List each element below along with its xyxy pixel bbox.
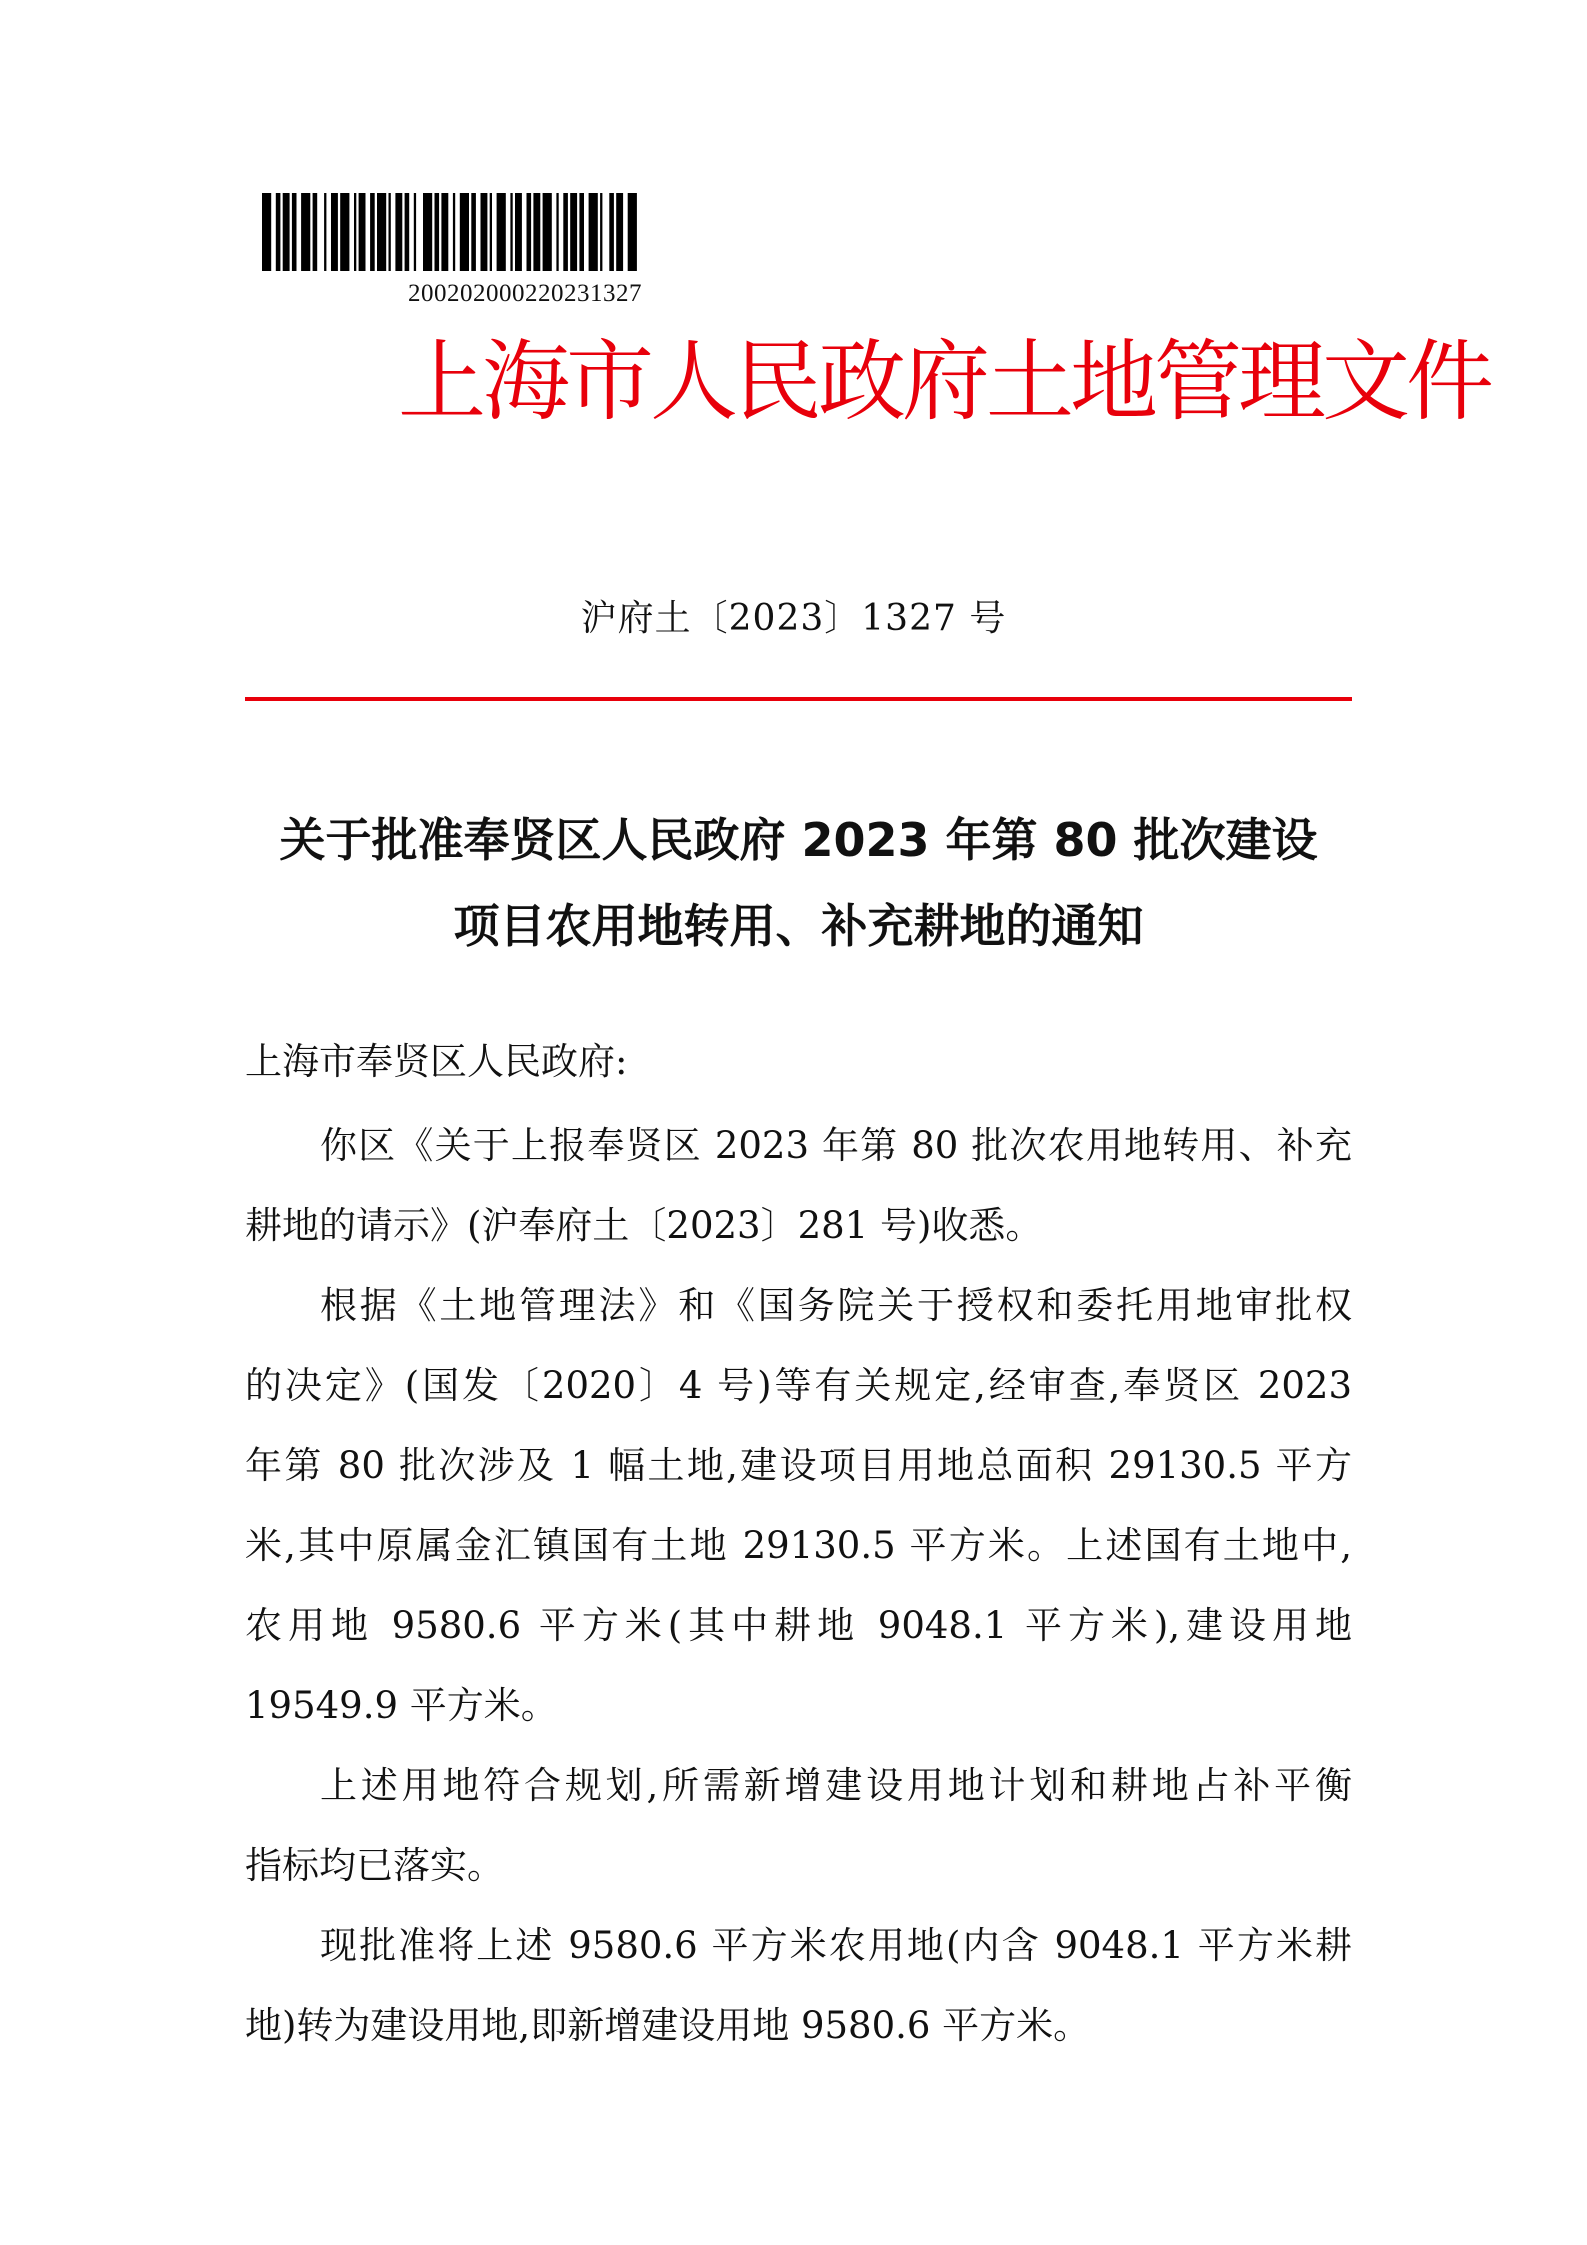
body-line: 指标均已落实。: [245, 1844, 504, 1887]
body-line: 根据《土地管理法》和《国务院关于授权和委托用地审批权: [320, 1284, 1352, 1327]
body-line: 19549.9 平方米。: [245, 1684, 558, 1727]
salutation: 上海市奉贤区人民政府:: [245, 1040, 628, 1083]
body-line: 耕地的请示》(沪奉府土〔2023〕281 号)收悉。: [245, 1204, 1043, 1247]
body-line: 地)转为建设用地,即新增建设用地 9580.6 平方米。: [245, 2004, 1091, 2047]
document-title-line-1: 关于批准奉贤区人民政府 2023 年第 80 批次建设: [279, 813, 1318, 867]
red-divider-rule: [245, 697, 1352, 701]
body-line: 米,其中原属金汇镇国有土地 29130.5 平方米。上述国有土地中,: [245, 1524, 1352, 1567]
document-title-line-2: 项目农用地转用、补充耕地的通知: [453, 899, 1144, 953]
barcode-number: 200202000220231327: [408, 280, 642, 307]
document-header-title: 上海市人民政府土地管理文件: [398, 330, 1491, 433]
document-number: 沪府土〔2023〕1327 号: [580, 598, 1007, 639]
body-line: 年第 80 批次涉及 1 幅土地,建设项目用地总面积 29130.5 平方: [245, 1444, 1352, 1487]
body-line: 上述用地符合规划,所需新增建设用地计划和耕地占补平衡: [320, 1764, 1352, 1807]
body-line: 的决定》(国发〔2020〕4 号)等有关规定,经审查,奉贤区 2023: [245, 1364, 1352, 1407]
body-line: 农用地 9580.6 平方米(其中耕地 9048.1 平方米),建设用地: [245, 1604, 1352, 1647]
body-line: 你区《关于上报奉贤区 2023 年第 80 批次农用地转用、补充: [320, 1124, 1352, 1167]
barcode: [262, 193, 822, 271]
body-line: 现批准将上述 9580.6 平方米农用地(内含 9048.1 平方米耕: [320, 1924, 1352, 1967]
